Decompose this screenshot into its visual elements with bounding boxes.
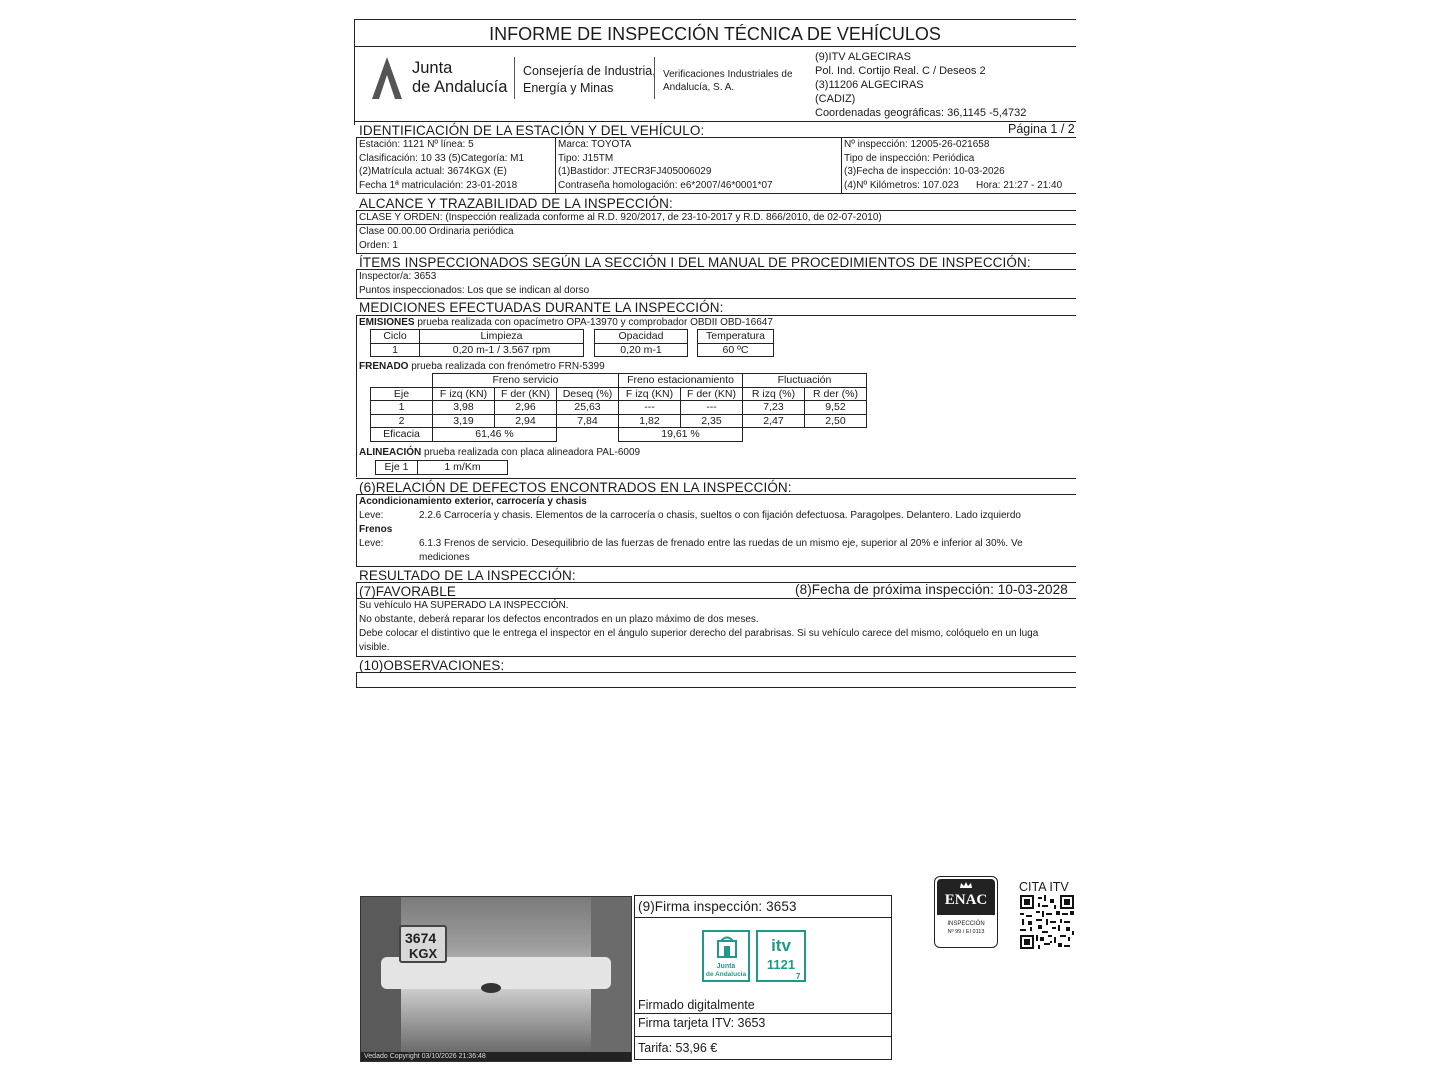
enac-line-1: INSPECCIÓN: [947, 921, 985, 927]
logo-line-2: de Andalucía: [412, 78, 508, 96]
defect-text-1: 2.2.6 Carrocería y chasis. Elementos de la carrocería o chasis, sueltos o con fijación defectuosa. Paragolpes. Delantero. Lado izquierdo: [419, 510, 1021, 521]
brake-header-service-right: F der (KN): [495, 387, 557, 401]
emissions-header-opacity: Opacidad: [595, 330, 688, 344]
brake-group-service: Freno servicio: [433, 374, 619, 388]
rule-top: [354, 19, 1076, 20]
brake-efficacy-label: Eficacia: [371, 428, 433, 442]
alignment-axis: Eje 1: [376, 461, 418, 475]
station-line-1: (9)ITV ALGECIRAS: [815, 51, 911, 63]
brake-cell: 1: [371, 401, 433, 415]
brake-cell: 2,35: [681, 414, 743, 428]
brake-cell: 2: [371, 414, 433, 428]
homologation-code: Contraseña homologación: e6*2007/46*0001*07: [558, 180, 773, 191]
defect-level-2: Leve:: [359, 538, 384, 549]
station-number: Estación: 1121 Nº línea: 5: [359, 139, 474, 150]
emissions-header-cycle: Ciclo: [371, 330, 420, 344]
photo-exhaust: [481, 983, 501, 993]
next-inspection-date: (8)Fecha de próxima inspección: 10-03-2028: [795, 582, 1068, 597]
defect-group-bodywork: Acondicionamiento exterior, carrocería y chasis: [359, 496, 587, 507]
brake-efficacy-empty: [743, 428, 805, 442]
alignment-table: [375, 460, 508, 475]
rule-items-left: [356, 269, 357, 298]
brake-group-fluctuation: Fluctuación: [743, 374, 867, 388]
rule-items-under: [356, 269, 1076, 270]
emissions-text: prueba realizada con opacímetro OPA-13970 y comprobador OBDII OBD-16647: [414, 317, 773, 328]
station-line-5: Coordenadas geográficas: 36,1145 -5,4732: [815, 107, 1027, 119]
company-line-1: Verificaciones Industriales de: [663, 69, 793, 80]
rule-result-verdict: [356, 598, 1076, 599]
report-title: INFORME DE INSPECCIÓN TÉCNICA DE VEHÍCULOS: [489, 24, 941, 44]
brake-efficacy-gap: [557, 428, 619, 442]
inspection-number: Nº inspección: 12005-26-021658: [844, 139, 990, 150]
enac-badge: [934, 876, 998, 948]
braking-text: prueba realizada con frenómetro FRN-5399: [408, 361, 605, 372]
vehicle-make: Marca: TOYOTA: [558, 139, 632, 150]
defect-text-2a: 6.1.3 Frenos de servicio. Desequilibrio de las fuerzas de frenado entre las ruedas de un mismo eje, superior al 20% e inferior al 30%. Ve: [419, 538, 1023, 549]
brake-cell: 7,23: [743, 401, 805, 415]
classification: Clasificación: 10 33 (5)Categoría: M1: [359, 153, 525, 164]
stamp-junta-line-1: Junta: [716, 963, 736, 970]
enac-label: ENAC: [944, 892, 988, 908]
brake-cell: 9,52: [805, 401, 867, 415]
emissions-value-temperature: 60 ºC: [698, 343, 774, 357]
brake-efficacy-parking: 19,61 %: [619, 428, 743, 442]
brake-header-service-left: F izq (KN): [433, 387, 495, 401]
rule-result-left: [356, 582, 357, 656]
cita-itv-label: CITA ITV: [1019, 880, 1069, 894]
defect-text-2b: mediciones: [419, 552, 470, 563]
alignment-label: ALINEACIÓN: [359, 447, 422, 458]
brake-cell: 7,84: [557, 414, 619, 428]
alignment-value: 1 m/Km: [418, 461, 508, 475]
company-line-2: Andalucía, S. A.: [663, 82, 735, 93]
rule-ident-col3: [841, 137, 842, 193]
brake-cell: ---: [619, 401, 681, 415]
defect-level-1: Leve:: [359, 510, 384, 521]
rule-scope-left: [356, 210, 357, 253]
logo-divider-1: [514, 57, 515, 99]
stamp-itv: [756, 930, 806, 982]
braking-line: [359, 362, 605, 372]
identification-title: IDENTIFICACIÓN DE LA ESTACIÓN Y DEL VEHÍCULO:: [359, 123, 705, 138]
emissions-cleaning-table: [370, 329, 584, 357]
inspection-fee: Tarifa: 53,96 €: [638, 1041, 718, 1055]
vehicle-type: Tipo: J15TM: [558, 153, 614, 164]
braking-table: [370, 373, 867, 442]
department-line-2: Energía y Minas: [523, 81, 614, 95]
rule-signature-under: [634, 917, 892, 918]
result-verdict: (7)FAVORABLE: [359, 584, 456, 599]
brake-header-fluct-left: R izq (%): [743, 387, 805, 401]
defect-group-brakes: Frenos: [359, 524, 393, 535]
brake-row-axle-1: [371, 401, 867, 415]
logo-divider-2: [654, 57, 655, 99]
station-line-2: Pol. Ind. Cortijo Real. C / Deseos 2: [815, 65, 986, 77]
brake-header-parking-left: F izq (KN): [619, 387, 681, 401]
scope-class-order: CLASE Y ORDEN: (Inspección realizada conforme al R.D. 920/2017, de 23-10-2017 y R.D. 866/2010, de 02-07-2010): [359, 212, 882, 223]
rule-obs-under: [356, 672, 1076, 673]
plate-letters: KGX: [409, 946, 438, 961]
stamp-junta-icon: [716, 935, 738, 959]
scope-title: ALCANCE Y TRAZABILIDAD DE LA INSPECCIÓN:: [359, 196, 673, 211]
vehicle-vin: (1)Bastidor: JTECR3FJ405006029: [558, 166, 712, 177]
enac-crown-icon: [959, 881, 973, 889]
brake-cell: 2,50: [805, 414, 867, 428]
rule-under-title: [354, 46, 1076, 47]
rule-defects-top: [356, 478, 1076, 479]
digital-signature: Firmado digitalmente: [638, 998, 755, 1012]
brake-cell: 2,94: [495, 414, 557, 428]
stamp-itv-label: itv: [771, 936, 791, 955]
brake-row-efficacy: [371, 428, 867, 442]
inspection-hour: Hora: 21:27 - 21:40: [976, 180, 1063, 191]
rule-scope-line: [356, 224, 1076, 225]
brake-header-imbalance: Deseq (%): [557, 387, 619, 401]
brake-header-fluct-right: R der (%): [805, 387, 867, 401]
brake-header-axle: Eje: [371, 387, 433, 401]
page-number: Página 1 / 2: [1008, 122, 1075, 136]
emissions-value-cleaning: 0,20 m-1 / 3.567 rpm: [420, 343, 584, 357]
brake-cell: 3,98: [433, 401, 495, 415]
first-registration-date: Fecha 1ª matriculación: 23-01-2018: [359, 180, 518, 191]
stamp-junta-line-2: de Andalucía: [705, 971, 747, 978]
scope-class: Clase 00.00.00 Ordinaria periódica: [359, 226, 514, 237]
emissions-opacity-table: [594, 329, 688, 357]
rule-ident-left: [356, 137, 357, 193]
logo-line-1: Junta: [412, 59, 453, 77]
brake-cell: 2,47: [743, 414, 805, 428]
rule-meas-under: [356, 315, 1076, 316]
emissions-temperature-table: [697, 329, 774, 357]
rule-ident-top: [354, 121, 1076, 122]
rule-result-top: [356, 566, 1076, 567]
result-line-4: visible.: [359, 642, 390, 653]
signature-label: (9)Firma inspección: 3653: [638, 899, 797, 914]
inspection-type: Tipo de inspección: Periódica: [844, 153, 975, 164]
alignment-line: [359, 448, 640, 458]
result-line-2: No obstante, deberá reparar los defectos encontrados en un plazo máximo de dos meses.: [359, 614, 759, 625]
stamp-itv-suffix: 7: [796, 972, 801, 981]
photo-caption: Vedado Copyright 03/10/2026 21:36:48: [364, 1053, 486, 1060]
brake-cell: 25,63: [557, 401, 619, 415]
rule-signature-digital: [634, 1013, 892, 1014]
enac-line-2: Nº 99 / EI 0113: [947, 929, 985, 935]
emissions-line: [359, 318, 773, 328]
vehicle-photo: [360, 896, 632, 1062]
rule-obs-bottom: [356, 687, 1076, 688]
station-line-4: (CADIZ): [815, 93, 856, 105]
brake-cell: 1,82: [619, 414, 681, 428]
itv-card-signature: Firma tarjeta ITV: 3653: [638, 1016, 766, 1030]
emissions-header-cleaning: Limpieza: [420, 330, 584, 344]
result-line-3: Debe colocar el distintivo que le entrega el inspector en el ángulo superior derecho del parabrisas. Si su vehículo carece del mismo, colóquelo en un luga: [359, 628, 1039, 639]
rule-meas-left: [356, 315, 357, 477]
rule-items-top: [356, 253, 1076, 254]
brake-efficacy-empty: [805, 428, 867, 442]
rule-ident-col2: [555, 137, 556, 193]
rule-signature-card: [634, 1036, 892, 1037]
plate-number: 3674: [405, 930, 437, 946]
emissions-value-opacity: 0,20 m-1: [595, 343, 688, 357]
brake-cell: 3,19: [433, 414, 495, 428]
stamp-junta: [702, 930, 750, 982]
inspected-points: Puntos inspeccionados: Los que se indican al dorso: [359, 285, 590, 296]
odometer: (4)Nº Kilómetros: 107.023: [844, 180, 959, 191]
alignment-text: prueba realizada con placa alineadora PAL-6009: [421, 447, 641, 458]
emissions-label: EMISIONES: [359, 317, 415, 328]
emissions-value-cycle: 1: [371, 343, 420, 357]
station-line-3: (3)11206 ALGECIRAS: [815, 79, 924, 91]
measurements-title: MEDICIONES EFECTUADAS DURANTE LA INSPECCIÓN:: [359, 300, 724, 315]
department-line-1: Consejería de Industria,: [523, 64, 656, 78]
rule-ident-under: [356, 137, 1076, 138]
license-plate-image: [399, 925, 447, 963]
items-title: ÍTEMS INSPECCIONADOS SEGÚN LA SECCIÓN I DEL MANUAL DE PROCEDIMIENTOS DE INSPECCIÓN:: [359, 255, 1031, 270]
brake-cell: ---: [681, 401, 743, 415]
scope-order: Orden: 1: [359, 240, 398, 251]
defects-title: (6)RELACIÓN DE DEFECTOS ENCONTRADOS EN LA INSPECCIÓN:: [359, 480, 792, 495]
brake-header-parking-right: F der (KN): [681, 387, 743, 401]
junta-andalucia-logo-icon: [368, 55, 406, 101]
rule-scope-under: [356, 210, 1076, 211]
inspector-id: Inspector/a: 3653: [359, 271, 437, 282]
license-plate: (2)Matrícula actual: 3674KGX (E): [359, 166, 507, 177]
result-title: RESULTADO DE LA INSPECCIÓN:: [359, 568, 576, 583]
brake-efficacy-service: 61,46 %: [433, 428, 557, 442]
brake-row-axle-2: [371, 414, 867, 428]
stamp-itv-number: 1121: [766, 957, 796, 972]
brake-corner: [371, 374, 433, 388]
brake-group-parking: Freno estacionamiento: [619, 374, 743, 388]
rule-ident-bottom: [356, 193, 1076, 194]
emissions-header-temperature: Temperatura: [698, 330, 774, 344]
rule-obs-left: [356, 672, 357, 687]
braking-label: FRENADO: [359, 361, 409, 372]
inspection-date: (3)Fecha de inspección: 10-03-2026: [844, 166, 1005, 177]
observations-title: (10)OBSERVACIONES:: [359, 658, 505, 673]
result-line-1: Su vehículo HA SUPERADO LA INSPECCIÓN.: [359, 600, 569, 611]
cita-itv-qr-icon[interactable]: [1020, 895, 1074, 949]
brake-cell: 2,96: [495, 401, 557, 415]
rule-defects-left: [356, 494, 357, 566]
rule-items-bottom: [356, 298, 1076, 299]
rule-obs-top: [356, 656, 1076, 657]
rule-defects-under: [356, 494, 1076, 495]
